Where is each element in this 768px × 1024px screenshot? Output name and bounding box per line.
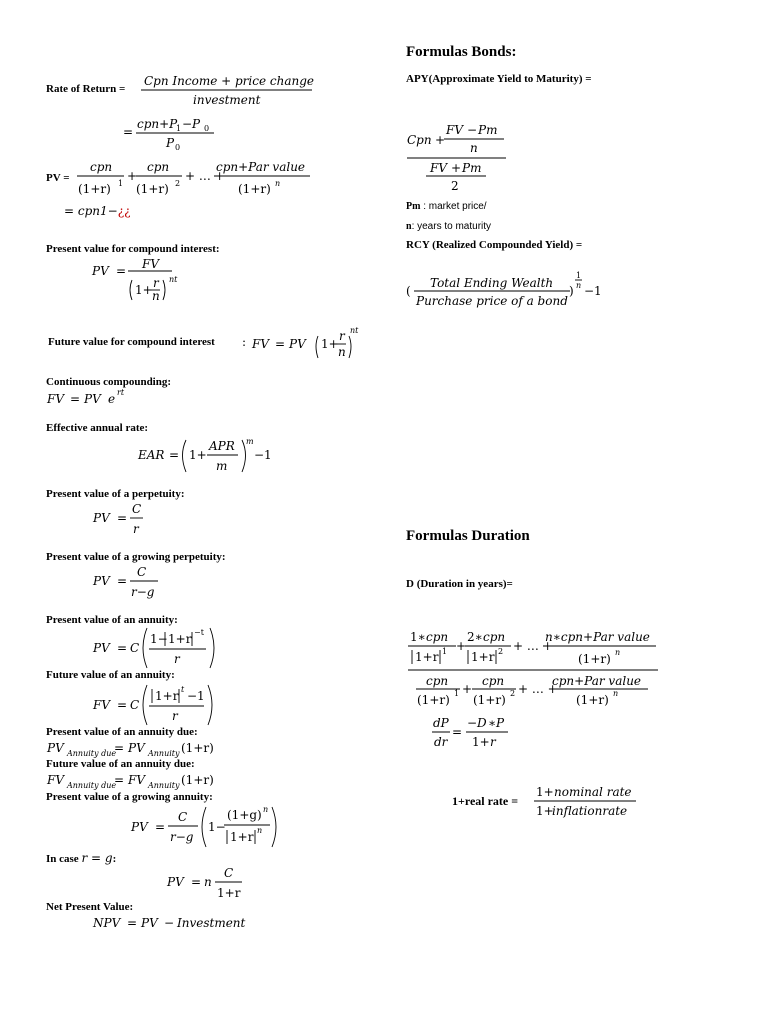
rate-of-return-label: Rate of Return = [46, 83, 126, 95]
svg-text:=: = [275, 337, 286, 351]
svg-text:(1+r): (1+r) [181, 773, 214, 787]
svg-text:=: = [169, 448, 180, 462]
growing-perpetuity-label: Present value of a growing perpetuity: [46, 551, 226, 563]
svg-text:−: − [467, 716, 478, 730]
duration-formula [404, 626, 664, 712]
svg-text:1+: 1+ [536, 804, 554, 818]
apy-formula [404, 118, 514, 196]
svg-text:1+: 1+ [472, 735, 490, 749]
svg-text:1+r: 1+r [471, 650, 495, 664]
svg-text:cpn: cpn [147, 160, 170, 174]
svg-text:1: 1 [454, 689, 460, 698]
svg-text:m: m [246, 437, 254, 446]
svg-text:m: m [216, 459, 228, 473]
svg-text:−: − [467, 123, 478, 137]
svg-text:dP: dP [433, 716, 449, 730]
svg-text:PV: PV [93, 511, 110, 525]
svg-text:FV: FV [252, 337, 269, 351]
real-rate-label: 1+real rate = [452, 794, 519, 808]
svg-text:Annuity due: Annuity due [67, 781, 117, 790]
svg-text:r−g: r−g [170, 830, 194, 844]
ear-label: Effective annual rate: [46, 422, 149, 434]
svg-text:=: = [117, 574, 128, 588]
svg-text:PV: PV [93, 641, 110, 655]
svg-text:−t: −t [194, 628, 204, 637]
svg-text:n: n [204, 875, 212, 889]
svg-text:2: 2 [498, 647, 504, 656]
svg-text:n: n [470, 141, 478, 155]
pv-bond-alt-formula: = cpn1−¿¿ [64, 204, 131, 218]
svg-text:investment: investment [193, 93, 261, 107]
svg-text:+: + [456, 639, 467, 653]
svg-text:1: 1 [576, 271, 582, 280]
svg-text:FV: FV [47, 392, 64, 406]
svg-text:e: e [108, 392, 116, 406]
svg-text:C: C [132, 502, 142, 516]
npv-label: Net Present Value: [46, 901, 134, 913]
annuity-due-fv-label: Future value of an annuity due: [46, 758, 195, 770]
pv-bond-formula [74, 156, 319, 200]
svg-text:r: r [172, 709, 178, 723]
svg-text:=: = [117, 641, 128, 655]
svg-text:1+: 1+ [189, 448, 207, 462]
svg-text:Pm: Pm [478, 123, 498, 137]
svg-text:1+r: 1+r [415, 650, 439, 664]
svg-text:r: r [339, 329, 345, 343]
svg-text:Investment: Investment [177, 916, 246, 930]
svg-text:rt: rt [117, 388, 125, 397]
svg-text:PV: PV [141, 916, 158, 930]
svg-text:Cpn Income + price change: Cpn Income + price change [144, 74, 314, 88]
svg-text::: : [242, 335, 247, 349]
svg-text:r: r [133, 522, 139, 536]
svg-text:PV: PV [93, 574, 110, 588]
svg-text:dr: dr [434, 735, 448, 749]
svg-text:cpn+P: cpn+P [137, 117, 178, 131]
svg-text:1+: 1+ [135, 283, 153, 297]
svg-text:D: D [477, 716, 487, 730]
duration-title: Formulas Duration [406, 528, 530, 544]
pv-compound-label: Present value for compound interest: [46, 243, 220, 255]
svg-text:cpn: cpn [426, 674, 449, 688]
svg-text:∗: ∗ [488, 716, 497, 730]
fv-compound-formula [242, 324, 362, 364]
perpetuity-label: Present value of a perpetuity: [46, 488, 185, 500]
svg-text:FV: FV [430, 161, 447, 175]
rcy-label: RCY (Realized Compounded Yield) = [406, 239, 583, 251]
svg-text:n: n [152, 289, 160, 303]
svg-text:Annuity: Annuity [148, 749, 180, 758]
svg-text:nominal rate: nominal rate [554, 785, 632, 799]
svg-text:Total Ending Wealth: Total Ending Wealth [430, 276, 554, 290]
svg-text:−: − [164, 916, 175, 930]
svg-text:n: n [275, 179, 281, 188]
perpetuity-formula [92, 500, 152, 538]
svg-text:(: ( [406, 284, 411, 298]
svg-text:+: + [435, 133, 446, 147]
svg-text:(1+r): (1+r) [181, 741, 214, 755]
svg-text:−1: −1 [254, 448, 272, 462]
annuity-due-pv-formula [46, 736, 226, 760]
svg-text:n∗cpn+Par value: n∗cpn+Par value [545, 630, 650, 644]
svg-text:n: n [263, 805, 269, 814]
svg-text:=: = [114, 773, 125, 787]
svg-text:FV: FV [446, 123, 463, 137]
svg-text:C: C [224, 866, 234, 880]
svg-text:+ … +: + … + [185, 169, 225, 183]
svg-text:1+r: 1+r [230, 830, 254, 844]
svg-text:+ … +: + … + [513, 639, 553, 653]
svg-text:n: n [613, 689, 619, 698]
svg-text:=: = [70, 392, 81, 406]
svg-text:=: = [117, 698, 128, 712]
svg-text:=: = [452, 725, 463, 739]
svg-text:(1+r): (1+r) [78, 182, 111, 196]
fv-compound-label: Future value for compound interest [48, 336, 215, 348]
dp-dr-formula [430, 712, 520, 752]
svg-text:0: 0 [175, 143, 181, 152]
svg-text:(1+r): (1+r) [417, 693, 450, 707]
svg-text:n: n [338, 345, 346, 359]
svg-text:cpn: cpn [483, 630, 506, 644]
svg-text:=: = [116, 264, 127, 278]
svg-text:): ) [569, 284, 574, 298]
svg-text:1+r: 1+r [168, 632, 192, 646]
svg-text:APR: APR [209, 439, 235, 453]
svg-text:−P: −P [182, 117, 201, 131]
svg-text:PV: PV [131, 820, 148, 834]
svg-text:+: + [127, 169, 138, 183]
svg-text:1: 1 [442, 647, 448, 656]
npv-formula [92, 912, 252, 934]
svg-text:cpn: cpn [90, 160, 113, 174]
svg-text:cpn+Par value: cpn+Par value [552, 674, 642, 688]
svg-text:r: r [153, 276, 159, 290]
svg-text:+: + [451, 161, 462, 175]
svg-text:P: P [496, 716, 505, 730]
svg-text:inflationrate: inflationrate [552, 804, 628, 818]
svg-text:PV: PV [289, 337, 306, 351]
svg-text:nt: nt [350, 326, 359, 335]
svg-text:=: = [191, 875, 202, 889]
bonds-title: Formulas Bonds: [406, 44, 517, 60]
svg-text:−1: −1 [584, 284, 602, 298]
svg-text:2: 2 [175, 179, 181, 188]
svg-text:C: C [178, 810, 188, 824]
svg-text:NPV: NPV [93, 916, 121, 930]
growing-perpetuity-formula [92, 563, 172, 601]
annuity-due-fv-formula [46, 768, 226, 792]
annuity-pv-formula [92, 624, 227, 670]
svg-text:P: P [166, 136, 175, 150]
svg-text:nt: nt [169, 275, 178, 284]
svg-text:C: C [130, 698, 140, 712]
svg-text:PV: PV [92, 264, 109, 278]
svg-text:=: = [155, 820, 166, 834]
svg-text:1−: 1− [150, 632, 168, 646]
svg-text:2: 2 [510, 689, 516, 698]
continuous-formula [46, 386, 136, 408]
svg-text:FV: FV [142, 257, 159, 271]
svg-text:1: 1 [118, 179, 124, 188]
svg-text:n: n [576, 281, 582, 290]
svg-text:0: 0 [204, 124, 210, 133]
svg-text:FV: FV [128, 773, 145, 787]
svg-text:(1+r): (1+r) [136, 182, 169, 196]
svg-text:(1+g): (1+g) [227, 808, 262, 822]
svg-text:=: = [123, 125, 134, 139]
apy-label: APY(Approximate Yield to Maturity) = [406, 73, 592, 85]
svg-text:Pm: Pm [462, 161, 482, 175]
svg-text:1+r: 1+r [155, 689, 179, 703]
svg-text:r: r [490, 735, 496, 749]
svg-text:=: = [117, 511, 128, 525]
svg-text:C: C [137, 565, 147, 579]
svg-text:2: 2 [451, 179, 459, 193]
svg-text:PV: PV [167, 875, 184, 889]
annuity-pv-label: Present value of an annuity: [46, 614, 178, 626]
in-case-formula [166, 864, 256, 902]
svg-text:C: C [130, 641, 140, 655]
svg-text:PV: PV [128, 741, 145, 755]
pv-compound-formula [90, 254, 190, 304]
svg-text:1+: 1+ [536, 785, 554, 799]
svg-text:+: + [462, 682, 473, 696]
rcy-formula [404, 268, 609, 312]
svg-text:Annuity due: Annuity due [67, 749, 117, 758]
svg-text:(1+r): (1+r) [238, 182, 271, 196]
svg-text:PV: PV [84, 392, 101, 406]
svg-text:cpn: cpn [426, 630, 449, 644]
svg-text:1−: 1− [208, 820, 226, 834]
annuity-fv-formula [92, 681, 222, 727]
ear-formula [136, 434, 276, 476]
svg-text:+ … +: + … + [518, 682, 558, 696]
annuity-due-pv-label: Present value of an annuity due: [46, 726, 198, 738]
svg-text:n: n [615, 648, 621, 657]
svg-text:Cpn: Cpn [407, 133, 432, 147]
svg-text:(1+r): (1+r) [578, 652, 611, 666]
continuous-label: Continuous compounding: [46, 376, 172, 388]
svg-text:r: r [174, 652, 180, 666]
svg-text:EAR: EAR [138, 448, 165, 462]
svg-text:Annuity: Annuity [148, 781, 180, 790]
pm-note: Pm : market price/ [406, 201, 487, 212]
svg-text:−1: −1 [187, 689, 205, 703]
svg-text:n: n [257, 826, 263, 835]
svg-text:1: 1 [176, 124, 182, 133]
svg-text:1∗: 1∗ [410, 630, 426, 644]
svg-text:(1+r): (1+r) [473, 693, 506, 707]
duration-label: D (Duration in years)= [406, 578, 513, 590]
svg-text:(1+r): (1+r) [576, 693, 609, 707]
n-note: n: years to maturity [406, 221, 492, 232]
pv-label: PV = [46, 172, 70, 184]
rate-of-return-alt-formula [120, 112, 230, 152]
svg-text:1+: 1+ [321, 337, 339, 351]
in-case-label: In case r = g: [46, 851, 117, 865]
svg-text:2∗: 2∗ [467, 630, 483, 644]
svg-text:cpn+Par value: cpn+Par value [216, 160, 306, 174]
svg-text:FV: FV [47, 773, 64, 787]
svg-text:FV: FV [93, 698, 110, 712]
growing-annuity-label: Present value of a growing annuity: [46, 791, 213, 803]
svg-text:=: = [114, 741, 125, 755]
real-rate-formula [532, 780, 642, 820]
annuity-fv-label: Future value of an annuity: [46, 669, 175, 681]
svg-text:r−g: r−g [131, 585, 155, 599]
svg-text:1+r: 1+r [217, 886, 241, 900]
svg-text:=: = [127, 916, 138, 930]
growing-annuity-formula [130, 802, 280, 850]
svg-text:PV: PV [47, 741, 64, 755]
svg-text:t: t [181, 685, 185, 694]
svg-text:cpn: cpn [482, 674, 505, 688]
svg-text:Purchase price of a bond: Purchase price of a bond [416, 294, 568, 308]
rate-of-return-formula [138, 70, 318, 110]
